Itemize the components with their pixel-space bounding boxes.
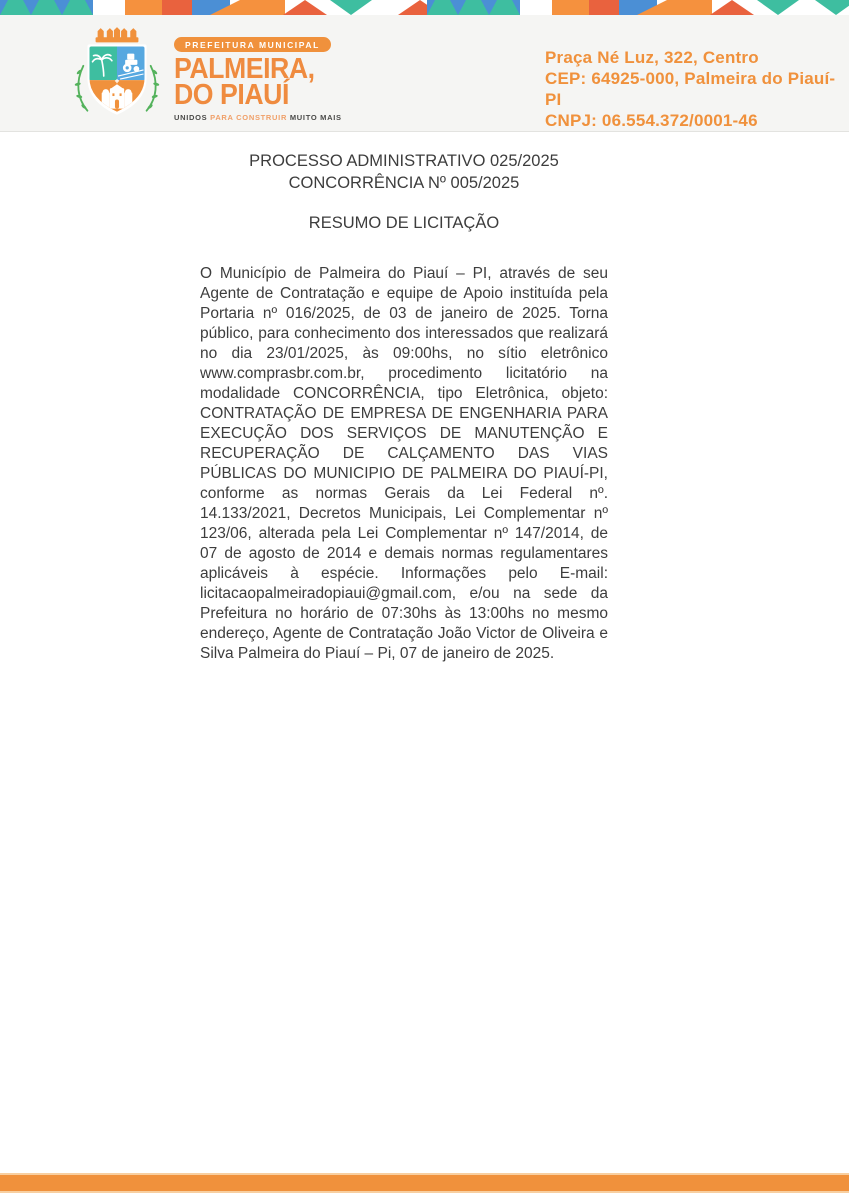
city-name-line1: PALMEIRA,: [174, 53, 315, 85]
notice-body-paragraph: O Município de Palmeira do Piauí – PI, através de seu Agente de Contratação e equipe de Apoio instituída pela Portaria nº 016/2025, de 03 de janeiro de 2025. Torna público, para conhecimento dos interessados que realizará no dia 23/01/2025, às 09:00hs, no sítio eletrônico www.comprasbr.com.br, procedimento licitatório na modalidade CONCORRÊNCIA, tipo Eletrônica, objeto: CONTRATAÇÃO DE EMPRESA DE ENGENHARIA PARA EXECUÇÃO DOS SERVIÇOS DE MANUTENÇÃO E RECUPERAÇÃO DE CALÇAMENTO DAS VIAS PÚBLICAS DO MUNICIPIO DE PALMEIRA DO PIAUÍ-PI, conforme as normas Gerais da Lei Federal nº. 14.133/2021, Decretos Municipais, Lei Complementar nº 123/06, alterada pela Lei Complementar nº 147/2014, de 07 de agosto de 2014 e demais normas regulamentares aplicáveis à espécie. Informações pelo E-mail: licitacaopalmeiradopiaui@gmail.com, e/ou na sede da Prefeitura no horário de 07:30hs às 13:00hs no mesmo endereço, Agente de Contratação João Victor de Oliveira e Silva Palmeira do Piauí – Pi, 07 de janeiro de 2025.: [200, 265, 608, 662]
tagline-part2: PARA CONSTRUIR: [210, 113, 288, 122]
municipal-logo: [66, 25, 342, 123]
contact-cnpj: CNPJ: 06.554.372/0001-46: [545, 111, 758, 130]
tagline-part3: MUITO MAIS: [289, 113, 342, 122]
process-title-line2: CONCORRÊNCIA Nº 005/2025: [288, 174, 520, 192]
contact-info-block: [545, 47, 849, 131]
logo-tagline: [174, 113, 342, 122]
decorative-triangle-band: [0, 0, 849, 16]
tagline-part1: UNIDOS: [174, 113, 208, 122]
prefeitura-badge: PREFEITURA MUNICIPAL: [174, 37, 331, 52]
city-name-line2: DO PIAUÍ: [174, 79, 289, 111]
process-title-line1: PROCESSO ADMINISTRATIVO 025/2025: [249, 152, 559, 170]
document-subtitle: RESUMO DE LICITAÇÃO: [308, 214, 500, 232]
contact-address: Praça Né Luz, 322, Centro: [545, 48, 759, 67]
castle-crown-icon: [96, 27, 139, 42]
footer-orange-bar: [0, 1173, 849, 1193]
logo-text-block: [174, 25, 342, 122]
coat-of-arms-icon: [66, 25, 168, 123]
contact-cep: CEP: 64925-000, Palmeira do Piauí-PI: [545, 69, 836, 109]
document-content: [200, 150, 608, 664]
letterhead-header: [0, 15, 849, 132]
